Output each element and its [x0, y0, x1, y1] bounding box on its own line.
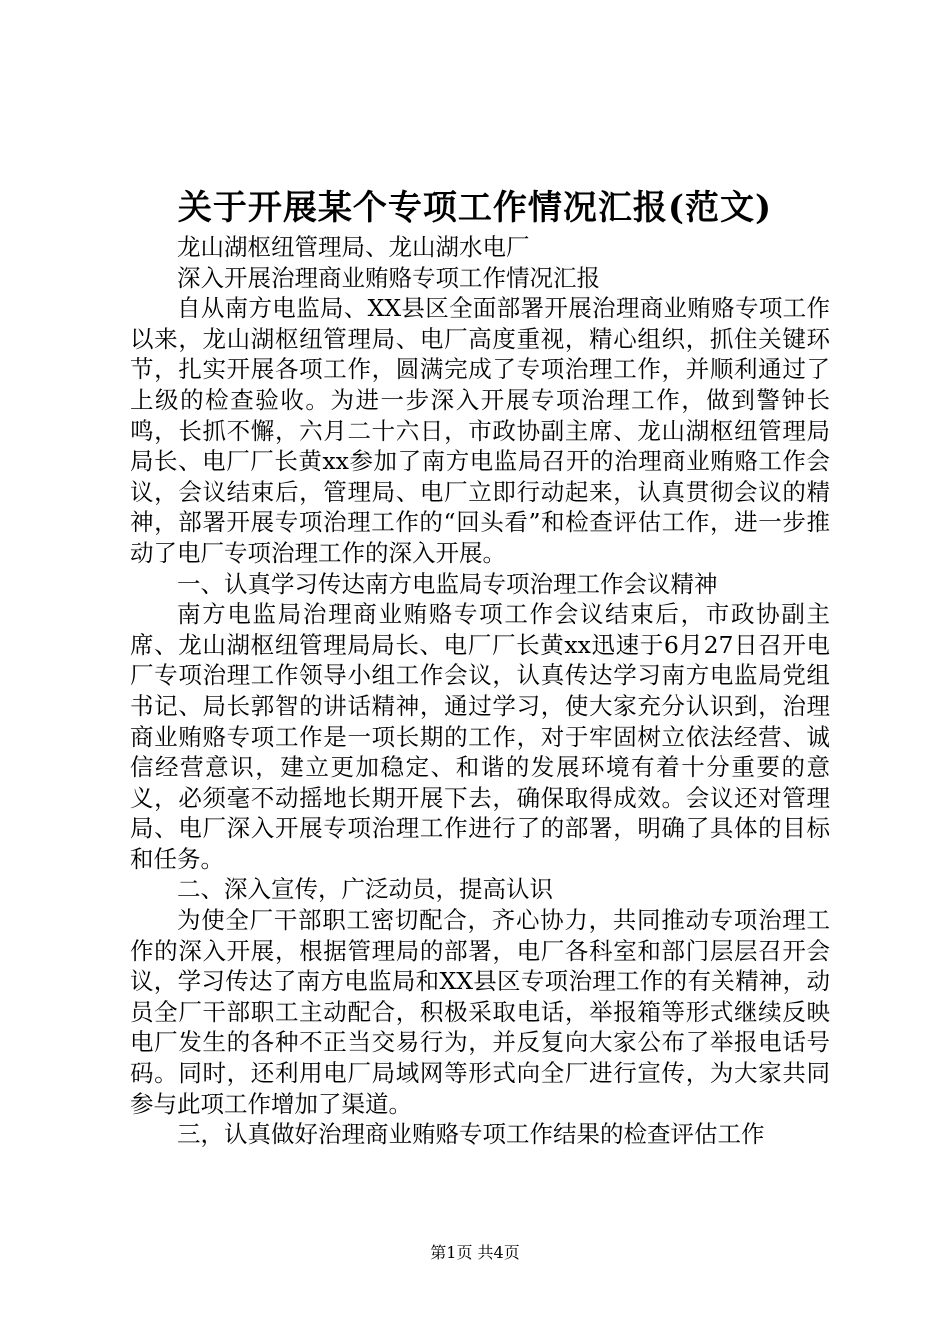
section-2-paragraph: 为使全厂干部职工密切配合，齐心协力，共同推动专项治理工作的深入开展，根据管理局的部署，电厂各科室和部门层层召开会议，学习传达了南方电监局和XX县区专项治理工作的有关精神，动员全厂干部职工主动配合，积极采取电话，举报箱等形式继续反映电厂发生的各种不正当交易行为，并反复向大家公布了举报电话号码。同时，还利用电厂局域网等形式向全厂进行宣传，为大家共同参与此项工作增加了渠道。 — [130, 906, 830, 1118]
report-subtitle: 深入开展治理商业贿赂专项工作情况汇报 — [177, 263, 600, 292]
section-heading-2: 二、深入宣传，广泛动员，提高认识 — [177, 875, 553, 904]
page-footer: 第1页 共4页 — [430, 1243, 520, 1262]
section-heading-1: 一、认真学习传达南方电监局专项治理工作会议精神 — [177, 569, 718, 598]
document-title: 关于开展某个专项工作情况汇报(范文) — [177, 188, 773, 228]
recipient-line: 龙山湖枢纽管理局、龙山湖水电厂 — [177, 233, 530, 261]
section-1-paragraph: 南方电监局治理商业贿赂专项工作会议结束后，市政协副主席、龙山湖枢纽管理局局长、电厂厂长黄xx迅速于6月27日召开电厂专项治理工作领导小组工作会议，认真传达学习南方电监局党组书记、局长郭智的讲话精神，通过学习，使大家充分认识到，治理商业贿赂专项工作是一项长期的工作，对于牢固树立依法经营、诚信经营意识，建立更加稳定、和谐的发展环境有着十分重要的意义，必须毫不动摇地长期开展下去，确保取得成效。会议还对管理局、电厂深入开展专项治理工作进行了的部署，明确了具体的目标和任务。 — [130, 600, 830, 873]
section-heading-3: 三，认真做好治理商业贿赂专项工作结果的检查评估工作 — [177, 1120, 765, 1149]
intro-paragraph: 自从南方电监局、XX县区全面部署开展治理商业贿赂专项工作以来，龙山湖枢纽管理局、电厂高度重视，精心组织，抓住关键环节，扎实开展各项工作，圆满完成了专项治理工作，并顺利通过了上级的检查验收。为进一步深入开展专项治理工作，做到警钟长鸣，长抓不懈，六月二十六日，市政协副主席、龙山湖枢纽管理局局长、电厂厂长黄xx参加了南方电监局召开的治理商业贿赂工作会议，会议结束后，管理局、电厂立即行动起来，认真贯彻会议的精神，部署开展专项治理工作的“回头看”和检查评估工作，进一步推动了电厂专项治理工作的深入开展。 — [130, 294, 830, 567]
document-body — [130, 232, 830, 1150]
